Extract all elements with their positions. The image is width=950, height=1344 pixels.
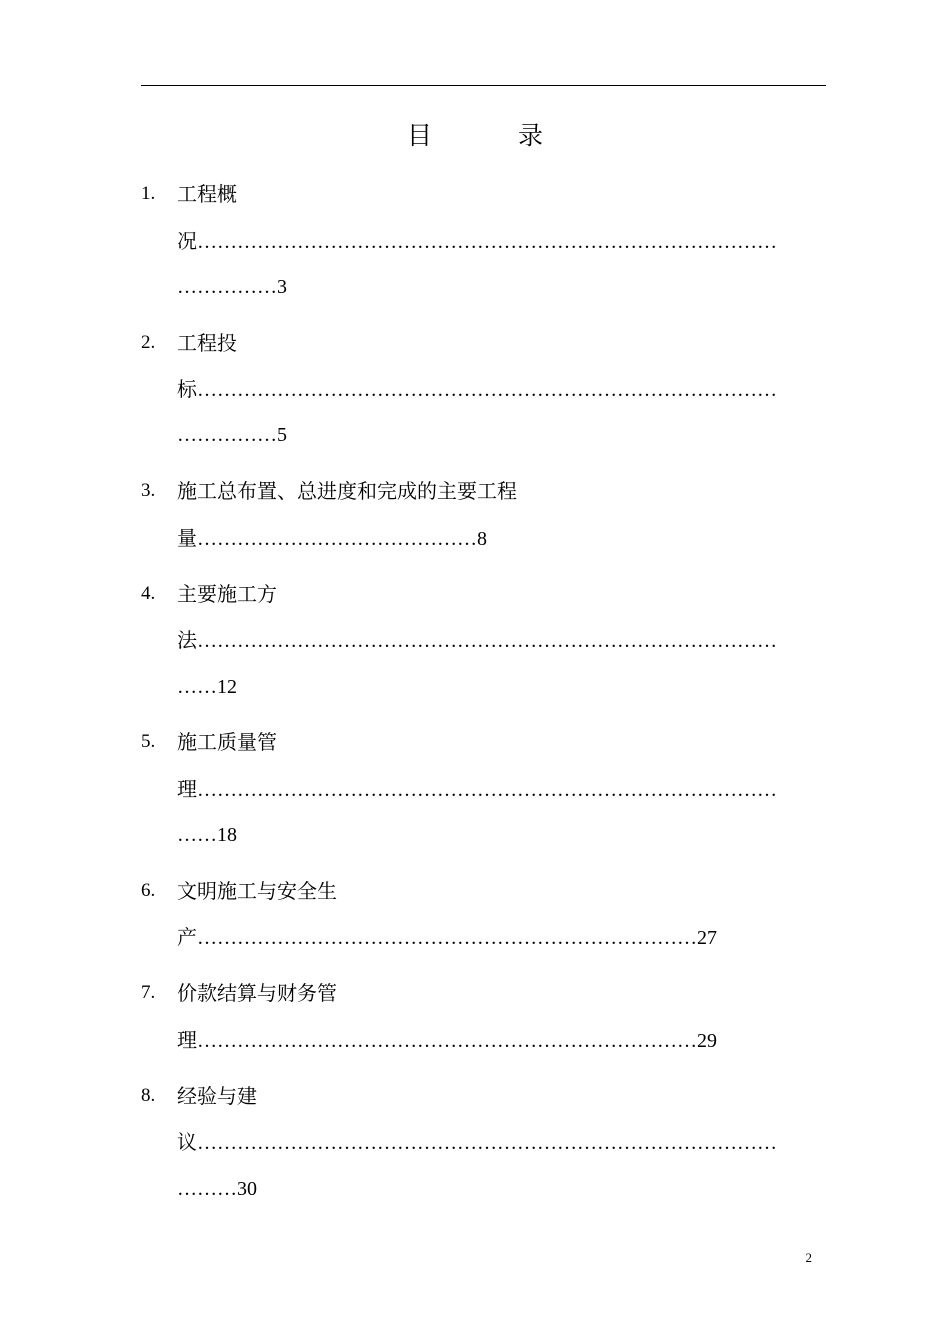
toc-entry-dots: …………………………………………………………………………… bbox=[197, 630, 777, 652]
toc-entry-char: 理 bbox=[177, 1028, 197, 1052]
toc-entry-line2 bbox=[177, 374, 777, 405]
toc-entry-line2 bbox=[177, 1025, 717, 1056]
toc-entry-line2 bbox=[177, 1127, 777, 1158]
toc-entry-number: 3. bbox=[141, 480, 156, 501]
toc-entry-number: 5. bbox=[141, 731, 156, 752]
header-rule bbox=[141, 85, 826, 86]
toc-entry-char: 法 bbox=[177, 628, 197, 652]
toc-entry-number: 7. bbox=[141, 982, 156, 1003]
toc-entry-page: ……………5 bbox=[177, 424, 287, 446]
toc-entry-title: 工程概 bbox=[177, 182, 237, 206]
toc-entry-dots: …………………………………………………………………………… bbox=[197, 379, 777, 401]
toc-entry-number: 4. bbox=[141, 583, 156, 604]
toc-entry-page: ……12 bbox=[177, 676, 237, 698]
toc-entry-char: 理 bbox=[177, 777, 197, 801]
toc-entry-char: 议 bbox=[177, 1130, 197, 1154]
toc-entry-number: 1. bbox=[141, 183, 156, 204]
toc-entry-char: 量 bbox=[177, 526, 197, 550]
toc-entry-line2 bbox=[177, 523, 487, 554]
toc-title-right: 录 bbox=[518, 121, 544, 150]
toc-entry-dots: …………………………………………………………………………… bbox=[197, 231, 777, 253]
toc-entry-line2 bbox=[177, 226, 777, 257]
toc-entry-page: ……18 bbox=[177, 824, 237, 846]
toc-entry-dots: …………………………………………………………………29 bbox=[197, 1030, 717, 1052]
toc-entry-dots: ……………………………………8 bbox=[197, 528, 487, 550]
toc-entry-title: 价款结算与财务管 bbox=[177, 981, 337, 1005]
toc-entry-number: 8. bbox=[141, 1085, 156, 1106]
toc-entry-line2 bbox=[177, 625, 777, 656]
toc-entry-dots: …………………………………………………………………………… bbox=[197, 779, 777, 801]
toc-entry-page: ……………3 bbox=[177, 276, 287, 298]
page-number: 2 bbox=[805, 1250, 812, 1265]
toc-entry-dots: …………………………………………………………………………… bbox=[197, 1132, 777, 1154]
toc-entry-char: 产 bbox=[177, 925, 197, 949]
toc-entry-title: 施工总布置、总进度和完成的主要工程 bbox=[177, 479, 517, 503]
toc-entry-line2 bbox=[177, 774, 777, 805]
toc-entry-title: 主要施工方 bbox=[177, 582, 277, 606]
toc-entry-title: 施工质量管 bbox=[177, 730, 277, 754]
toc-entry-number: 6. bbox=[141, 880, 156, 901]
toc-title bbox=[0, 118, 950, 154]
toc-title-left: 目 bbox=[406, 121, 432, 150]
toc-entry-title: 经验与建 bbox=[177, 1084, 257, 1108]
toc-entry-line2 bbox=[177, 922, 717, 953]
toc-entry-title: 文明施工与安全生 bbox=[177, 879, 337, 903]
toc-entry-page: ………30 bbox=[177, 1178, 257, 1200]
toc-entry-char: 标 bbox=[177, 377, 197, 401]
toc-entry-char: 况 bbox=[177, 229, 197, 253]
toc-entry-dots: …………………………………………………………………27 bbox=[197, 927, 717, 949]
toc-entry-number: 2. bbox=[141, 332, 156, 353]
toc-entry-title: 工程投 bbox=[177, 331, 237, 355]
